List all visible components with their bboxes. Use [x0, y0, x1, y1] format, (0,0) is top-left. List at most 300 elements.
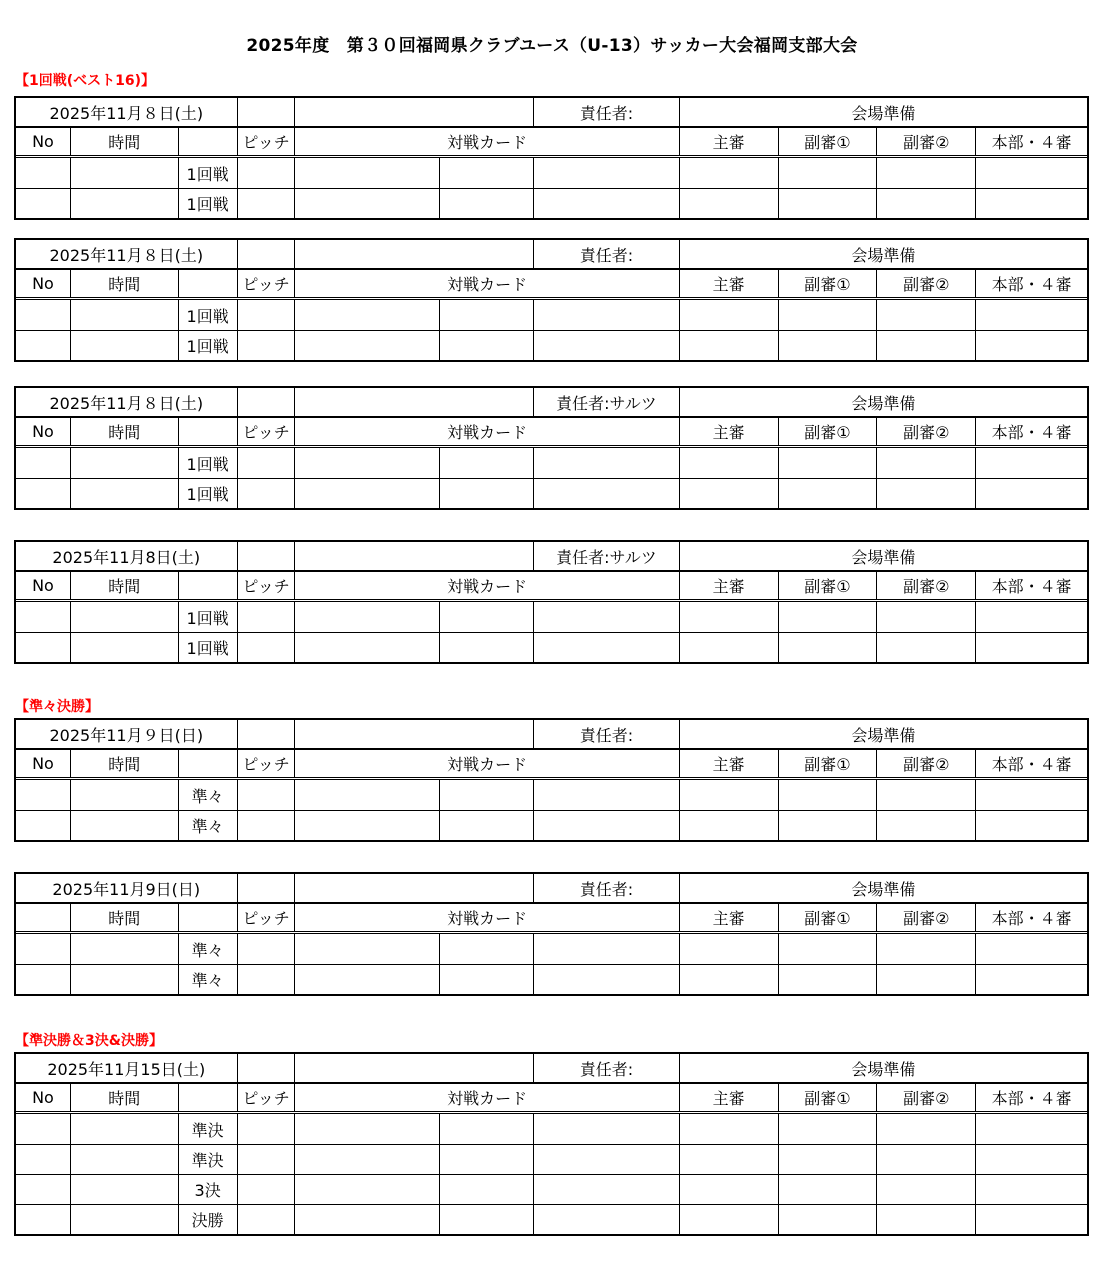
- table-cell: [16, 300, 70, 330]
- table-cell: [533, 331, 679, 360]
- section-label-round1: 【1回戦(ベスト16)】: [15, 73, 156, 89]
- column-header-pitch: ピッチ: [237, 418, 295, 445]
- table-cell: [975, 965, 1087, 994]
- column-header-row: [16, 128, 1087, 158]
- blank-cell: [178, 904, 237, 931]
- table-row: [16, 602, 1087, 632]
- table-cell: [237, 479, 295, 508]
- column-header-assistant1: 副審①: [778, 128, 877, 155]
- match-date: 2025年11月８日(土): [49, 103, 204, 123]
- column-header-no: No: [32, 422, 54, 441]
- table-cell: [975, 448, 1087, 478]
- column-header-time: 時間: [70, 270, 178, 297]
- table-row: [16, 1114, 1087, 1144]
- column-header-assistant2: 副審②: [876, 1084, 975, 1111]
- table-cell: [533, 300, 679, 330]
- responsible-person: 責任者:サルツ: [533, 542, 679, 570]
- table-cell: [876, 1114, 975, 1144]
- table-cell: [876, 448, 975, 478]
- table-cell: [975, 331, 1087, 360]
- table-cell: [679, 479, 778, 508]
- table-cell: [533, 633, 679, 662]
- section-label-finals: 【準決勝＆3決&決勝】: [15, 1033, 163, 1049]
- table-cell: [778, 300, 877, 330]
- round-label: 準々: [178, 780, 237, 810]
- column-header-hq: 本部・４審: [975, 270, 1087, 297]
- table-cell: [778, 158, 877, 188]
- column-header-no: No: [32, 132, 54, 151]
- table-cell: [975, 780, 1087, 810]
- table-cell: [294, 158, 439, 188]
- match-schedule-table: [14, 386, 1089, 510]
- table-cell: [975, 602, 1087, 632]
- table-cell: [533, 811, 679, 840]
- column-header-referee: 主審: [679, 418, 778, 445]
- table-cell: [679, 1145, 778, 1174]
- venue-prep-label: 会場準備: [679, 1054, 1087, 1082]
- table-cell: [439, 965, 533, 994]
- table-cell: [679, 189, 778, 218]
- blank-cell: [178, 1084, 237, 1111]
- column-header-time: 時間: [70, 750, 178, 777]
- column-header-no: No: [32, 754, 54, 773]
- table-cell: [237, 300, 295, 330]
- table-cell: [16, 158, 70, 188]
- table-cell: [439, 811, 533, 840]
- table-cell: [975, 479, 1087, 508]
- table-cell: [294, 965, 439, 994]
- table-cell: [778, 934, 877, 964]
- column-header-referee: 主審: [679, 572, 778, 599]
- table-cell: [975, 158, 1087, 188]
- round-label: 1回戦: [178, 633, 237, 662]
- round-label: 1回戦: [178, 602, 237, 632]
- table-cell: [778, 1205, 877, 1234]
- column-header-row: [16, 1084, 1087, 1114]
- responsible-person: 責任者:: [533, 874, 679, 902]
- table-cell: [294, 602, 439, 632]
- table-cell: [778, 1145, 877, 1174]
- column-header-assistant2: 副審②: [876, 270, 975, 297]
- table-cell: [237, 1175, 295, 1204]
- table-cell: [16, 1145, 70, 1174]
- match-schedule-table: [14, 540, 1089, 664]
- table-row: [16, 934, 1087, 964]
- column-header-no: No: [32, 274, 54, 293]
- blank-cell: [178, 270, 237, 297]
- venue-prep-label: 会場準備: [679, 874, 1087, 902]
- blank-cell: [294, 1054, 533, 1082]
- table-cell: [679, 1114, 778, 1144]
- column-header-hq: 本部・４審: [975, 128, 1087, 155]
- table-cell: [70, 448, 178, 478]
- column-header-assistant2: 副審②: [876, 572, 975, 599]
- table-cell: [237, 1205, 295, 1234]
- blank-cell: [178, 128, 237, 155]
- venue-prep-label: 会場準備: [679, 388, 1087, 416]
- responsible-person: 責任者:サルツ: [533, 388, 679, 416]
- table-cell: [439, 479, 533, 508]
- table-row: [16, 632, 1087, 662]
- column-header-card: 対戦カード: [294, 572, 678, 599]
- table-cell: [294, 811, 439, 840]
- table-cell: [294, 479, 439, 508]
- table-cell: [294, 1205, 439, 1234]
- table-row: [16, 158, 1087, 188]
- round-label: 準決: [178, 1114, 237, 1144]
- column-header-card: 対戦カード: [294, 904, 678, 931]
- table-row: [16, 810, 1087, 840]
- column-header-row: [16, 418, 1087, 448]
- table-cell: [679, 633, 778, 662]
- blank-cell: [237, 1054, 295, 1082]
- round-label: 1回戦: [178, 300, 237, 330]
- table-cell: [533, 448, 679, 478]
- round-label: 準決: [178, 1145, 237, 1174]
- blank-cell: [294, 874, 533, 902]
- table-cell: [294, 1145, 439, 1174]
- column-header-assistant1: 副審①: [778, 270, 877, 297]
- round-label: 1回戦: [178, 158, 237, 188]
- table-cell: [778, 189, 877, 218]
- table-cell: [439, 300, 533, 330]
- column-header-pitch: ピッチ: [237, 904, 295, 931]
- table-cell: [876, 300, 975, 330]
- column-header-assistant1: 副審①: [778, 1084, 877, 1111]
- date-header-row: [16, 542, 1087, 572]
- table-cell: [876, 602, 975, 632]
- table-cell: [16, 934, 70, 964]
- table-cell: [439, 331, 533, 360]
- column-header-row: [16, 572, 1087, 602]
- table-cell: [70, 811, 178, 840]
- table-cell: [876, 780, 975, 810]
- table-cell: [778, 602, 877, 632]
- table-cell: [439, 780, 533, 810]
- column-header-assistant2: 副審②: [876, 128, 975, 155]
- table-cell: [16, 1205, 70, 1234]
- table-cell: [237, 633, 295, 662]
- table-cell: [533, 158, 679, 188]
- table-cell: [70, 934, 178, 964]
- table-cell: [876, 158, 975, 188]
- table-cell: [975, 934, 1087, 964]
- column-header-referee: 主審: [679, 128, 778, 155]
- table-cell: [237, 189, 295, 218]
- match-date: 2025年11月9日(日): [52, 879, 201, 899]
- blank-cell: [294, 388, 533, 416]
- match-date: 2025年11月８日(土): [49, 393, 204, 413]
- table-cell: [237, 780, 295, 810]
- table-cell: [876, 1145, 975, 1174]
- round-label: 1回戦: [178, 331, 237, 360]
- date-header-row: [16, 98, 1087, 128]
- table-cell: [679, 602, 778, 632]
- column-header-assistant1: 副審①: [778, 750, 877, 777]
- blank-cell: [294, 720, 533, 748]
- table-cell: [70, 189, 178, 218]
- table-cell: [679, 331, 778, 360]
- match-date: 2025年11月８日(土): [49, 245, 204, 265]
- table-cell: [16, 1114, 70, 1144]
- column-header-time: 時間: [70, 572, 178, 599]
- column-header-assistant2: 副審②: [876, 750, 975, 777]
- blank-cell: [178, 418, 237, 445]
- table-cell: [70, 300, 178, 330]
- table-cell: [975, 1114, 1087, 1144]
- table-cell: [533, 189, 679, 218]
- table-cell: [679, 158, 778, 188]
- column-header-referee: 主審: [679, 270, 778, 297]
- table-cell: [975, 633, 1087, 662]
- column-header-hq: 本部・４審: [975, 418, 1087, 445]
- table-cell: [16, 479, 70, 508]
- table-cell: [439, 1145, 533, 1174]
- table-cell: [294, 331, 439, 360]
- table-cell: [439, 1175, 533, 1204]
- column-header-pitch: ピッチ: [237, 1084, 295, 1111]
- blank-cell: [237, 388, 295, 416]
- round-label: 3決: [178, 1175, 237, 1204]
- table-cell: [975, 1175, 1087, 1204]
- table-row: [16, 300, 1087, 330]
- column-header-hq: 本部・４審: [975, 904, 1087, 931]
- venue-prep-label: 会場準備: [679, 240, 1087, 268]
- round-label: 準々: [178, 965, 237, 994]
- round-label: 準々: [178, 811, 237, 840]
- column-header-time: 時間: [70, 1084, 178, 1111]
- table-cell: [778, 780, 877, 810]
- table-cell: [533, 1114, 679, 1144]
- responsible-person: 責任者:: [533, 1054, 679, 1082]
- date-header-row: [16, 240, 1087, 270]
- table-cell: [294, 189, 439, 218]
- responsible-person: 責任者:: [533, 98, 679, 126]
- column-header-row: [16, 750, 1087, 780]
- column-header-row: [16, 904, 1087, 934]
- table-cell: [16, 811, 70, 840]
- venue-prep-label: 会場準備: [679, 720, 1087, 748]
- table-cell: [70, 1145, 178, 1174]
- table-row: [16, 1204, 1087, 1234]
- column-header-assistant1: 副審①: [778, 904, 877, 931]
- column-header-card: 対戦カード: [294, 1084, 678, 1111]
- blank-cell: [237, 542, 295, 570]
- round-label: 1回戦: [178, 448, 237, 478]
- blank-cell: [237, 874, 295, 902]
- table-cell: [679, 1205, 778, 1234]
- column-header-hq: 本部・４審: [975, 572, 1087, 599]
- responsible-person: 責任者:: [533, 240, 679, 268]
- column-header-card: 対戦カード: [294, 128, 678, 155]
- blank-cell: [294, 542, 533, 570]
- table-cell: [70, 780, 178, 810]
- table-cell: [70, 965, 178, 994]
- date-header-row: [16, 1054, 1087, 1084]
- column-header-time: 時間: [70, 418, 178, 445]
- table-cell: [679, 780, 778, 810]
- venue-prep-label: 会場準備: [679, 98, 1087, 126]
- table-cell: [237, 1114, 295, 1144]
- blank-cell: [178, 750, 237, 777]
- table-cell: [876, 189, 975, 218]
- table-cell: [876, 934, 975, 964]
- match-schedule-table: [14, 96, 1089, 220]
- table-cell: [294, 300, 439, 330]
- table-cell: [778, 1114, 877, 1144]
- table-cell: [70, 1205, 178, 1234]
- table-cell: [975, 300, 1087, 330]
- column-header-referee: 主審: [679, 1084, 778, 1111]
- table-cell: [16, 448, 70, 478]
- table-cell: [679, 811, 778, 840]
- column-header-no: No: [32, 1088, 54, 1107]
- column-header-time: 時間: [70, 904, 178, 931]
- table-cell: [876, 331, 975, 360]
- table-cell: [778, 448, 877, 478]
- table-row: [16, 1144, 1087, 1174]
- match-schedule-table: [14, 1052, 1089, 1236]
- table-cell: [439, 1114, 533, 1144]
- table-row: [16, 1174, 1087, 1204]
- responsible-person: 責任者:: [533, 720, 679, 748]
- column-header-pitch: ピッチ: [237, 270, 295, 297]
- table-cell: [876, 811, 975, 840]
- table-row: [16, 188, 1087, 218]
- table-cell: [439, 448, 533, 478]
- table-cell: [16, 780, 70, 810]
- table-cell: [237, 1145, 295, 1174]
- table-cell: [70, 331, 178, 360]
- table-cell: [439, 189, 533, 218]
- table-cell: [237, 965, 295, 994]
- column-header-referee: 主審: [679, 904, 778, 931]
- column-header-row: [16, 270, 1087, 300]
- table-row: [16, 780, 1087, 810]
- column-header-assistant2: 副審②: [876, 904, 975, 931]
- date-header-row: [16, 874, 1087, 904]
- table-cell: [533, 934, 679, 964]
- table-row: [16, 330, 1087, 360]
- table-cell: [679, 1175, 778, 1204]
- table-cell: [876, 965, 975, 994]
- table-cell: [533, 1145, 679, 1174]
- table-cell: [778, 331, 877, 360]
- table-cell: [70, 1114, 178, 1144]
- table-cell: [876, 479, 975, 508]
- column-header-assistant1: 副審①: [778, 572, 877, 599]
- table-cell: [294, 934, 439, 964]
- table-cell: [778, 1175, 877, 1204]
- table-cell: [778, 479, 877, 508]
- table-cell: [975, 189, 1087, 218]
- table-cell: [679, 965, 778, 994]
- date-header-row: [16, 388, 1087, 418]
- column-header-pitch: ピッチ: [237, 750, 295, 777]
- table-cell: [778, 811, 877, 840]
- table-cell: [16, 189, 70, 218]
- table-cell: [876, 633, 975, 662]
- match-schedule-table: [14, 872, 1089, 996]
- match-schedule-table: [14, 238, 1089, 362]
- blank-cell: [178, 572, 237, 599]
- table-cell: [70, 479, 178, 508]
- column-header-assistant2: 副審②: [876, 418, 975, 445]
- table-cell: [439, 602, 533, 632]
- table-cell: [237, 158, 295, 188]
- column-header-card: 対戦カード: [294, 750, 678, 777]
- column-header-card: 対戦カード: [294, 418, 678, 445]
- table-cell: [294, 780, 439, 810]
- date-header-row: [16, 720, 1087, 750]
- table-cell: [533, 479, 679, 508]
- table-cell: [533, 602, 679, 632]
- column-header-time: 時間: [70, 128, 178, 155]
- column-header-assistant1: 副審①: [778, 418, 877, 445]
- column-header-hq: 本部・４審: [975, 750, 1087, 777]
- table-cell: [876, 1175, 975, 1204]
- round-label: 決勝: [178, 1205, 237, 1234]
- table-row: [16, 964, 1087, 994]
- table-cell: [294, 1114, 439, 1144]
- column-header-pitch: ピッチ: [237, 128, 295, 155]
- table-cell: [294, 633, 439, 662]
- blank-cell: [294, 240, 533, 268]
- table-cell: [439, 158, 533, 188]
- table-cell: [533, 1205, 679, 1234]
- match-date: 2025年11月8日(土): [52, 547, 201, 567]
- column-header-hq: 本部・４審: [975, 1084, 1087, 1111]
- blank-cell: [237, 98, 295, 126]
- match-date: 2025年11月15日(土): [47, 1059, 206, 1079]
- column-header-no: No: [32, 576, 54, 595]
- venue-prep-label: 会場準備: [679, 542, 1087, 570]
- table-cell: [294, 448, 439, 478]
- table-cell: [16, 602, 70, 632]
- round-label: 1回戦: [178, 189, 237, 218]
- table-cell: [237, 934, 295, 964]
- table-cell: [70, 158, 178, 188]
- table-cell: [16, 1175, 70, 1204]
- match-schedule-table: [14, 718, 1089, 842]
- table-cell: [439, 1205, 533, 1234]
- table-cell: [237, 448, 295, 478]
- table-cell: [16, 965, 70, 994]
- column-header-card: 対戦カード: [294, 270, 678, 297]
- table-cell: [975, 1205, 1087, 1234]
- column-header-referee: 主審: [679, 750, 778, 777]
- table-cell: [679, 448, 778, 478]
- table-cell: [237, 331, 295, 360]
- section-label-quarterfinal: 【準々決勝】: [15, 699, 99, 715]
- table-cell: [70, 633, 178, 662]
- table-cell: [439, 934, 533, 964]
- round-label: 1回戦: [178, 479, 237, 508]
- table-cell: [778, 633, 877, 662]
- round-label: 準々: [178, 934, 237, 964]
- table-cell: [237, 811, 295, 840]
- table-cell: [533, 780, 679, 810]
- table-cell: [70, 602, 178, 632]
- page-title: 2025年度 第３０回福岡県クラブユース（U-13）サッカー大会福岡支部大会: [246, 36, 858, 56]
- table-cell: [16, 633, 70, 662]
- table-cell: [439, 633, 533, 662]
- table-cell: [533, 965, 679, 994]
- table-cell: [975, 1145, 1087, 1174]
- blank-cell: [294, 98, 533, 126]
- table-cell: [533, 1175, 679, 1204]
- column-header-pitch: ピッチ: [237, 572, 295, 599]
